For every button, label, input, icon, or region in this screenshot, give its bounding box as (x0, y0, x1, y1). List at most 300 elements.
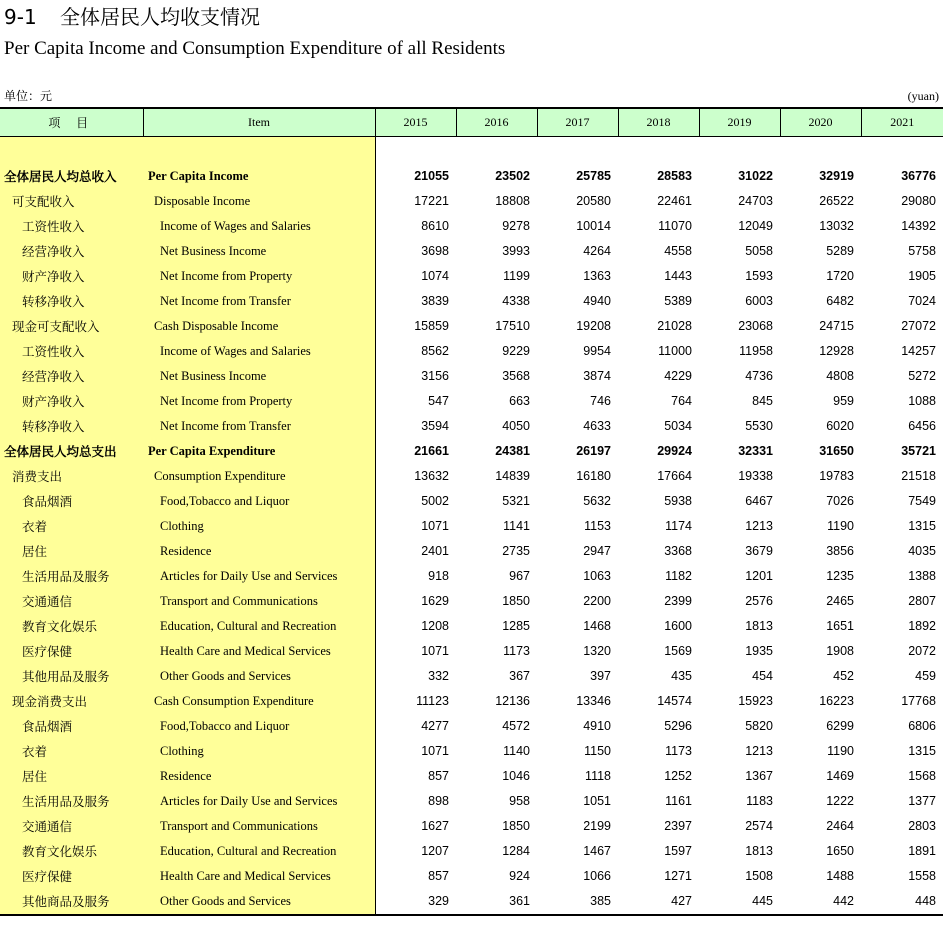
value-cell: 1891 (908, 844, 936, 858)
row-label-cn: 生活用品及服务 (0, 789, 143, 814)
value-cell: 5058 (745, 244, 773, 258)
value-cell: 445 (699, 889, 780, 915)
table-row (0, 264, 943, 289)
value-cell: 1650 (826, 844, 854, 858)
value-cell: 6299 (826, 719, 854, 733)
value-cell: 1074 (421, 269, 449, 283)
value-cell: 15923 (738, 694, 773, 708)
value-cell: 459 (915, 669, 936, 683)
table-row (0, 889, 943, 915)
value-cell: 14392 (901, 219, 936, 233)
row-label-cn: 可支配收入 (0, 189, 143, 214)
row-label-en: Food,Tobacco and Liquor (143, 714, 375, 739)
value-cell: 2465 (826, 594, 854, 608)
value-cell: 13032 (819, 219, 854, 233)
value-cell: 1629 (421, 594, 449, 608)
value-cell: 1150 (584, 744, 611, 758)
value-cell: 4035 (908, 544, 936, 558)
table-row (0, 614, 943, 639)
value-cell: 1600 (664, 619, 692, 633)
row-label-en: Transport and Communications (143, 589, 375, 614)
row-label-cn: 其他商品及服务 (0, 889, 143, 915)
value-cell: 1935 (745, 644, 773, 658)
row-label-cn: 教育文化娱乐 (0, 839, 143, 864)
row-label-cn: 经营净收入 (0, 239, 143, 264)
table-number: 9-1 (4, 5, 37, 29)
row-label-cn: 衣着 (0, 739, 143, 764)
row-label-cn: 居住 (0, 764, 143, 789)
value-cell: 329 (375, 889, 456, 915)
row-label-en: Clothing (143, 739, 375, 764)
value-cell: 6003 (745, 294, 773, 308)
value-cell: 24715 (819, 319, 854, 333)
table-row (0, 564, 943, 589)
value-cell: 11123 (416, 694, 449, 708)
value-cell: 9229 (502, 344, 530, 358)
value-cell: 29080 (901, 194, 936, 208)
value-cell: 24381 (495, 444, 530, 458)
value-cell: 11958 (739, 344, 773, 358)
value-cell: 1071 (421, 744, 449, 758)
value-cell: 6482 (826, 294, 854, 308)
value-cell: 1315 (908, 519, 936, 533)
value-cell: 4736 (745, 369, 773, 383)
value-cell: 1046 (502, 769, 530, 783)
value-cell: 1285 (502, 619, 530, 633)
value-cell: 12136 (495, 694, 530, 708)
value-cell: 4633 (583, 419, 611, 433)
value-cell: 5632 (583, 494, 611, 508)
table-row (0, 189, 943, 214)
table-title-cn-text: 全体居民人均收支情况 (60, 5, 260, 29)
value-cell: 857 (428, 769, 449, 783)
value-cell: 8562 (421, 344, 449, 358)
value-cell: 5034 (664, 419, 692, 433)
table-row (0, 639, 943, 664)
value-cell: 1222 (826, 794, 854, 808)
value-cell: 1201 (745, 569, 773, 583)
value-cell: 547 (428, 394, 449, 408)
row-label-en: Other Goods and Services (143, 664, 375, 689)
value-cell: 1443 (664, 269, 692, 283)
value-cell: 9278 (502, 219, 530, 233)
value-cell: 7549 (908, 494, 936, 508)
value-cell: 1568 (908, 769, 936, 783)
value-cell: 958 (509, 794, 530, 808)
value-cell: 2072 (908, 644, 936, 658)
row-label-cn: 衣着 (0, 514, 143, 539)
value-cell: 764 (671, 394, 692, 408)
table-row (0, 489, 943, 514)
value-cell: 959 (833, 394, 854, 408)
value-cell: 845 (752, 394, 773, 408)
value-cell: 5758 (908, 244, 936, 258)
table-row (0, 864, 943, 889)
value-cell: 3156 (421, 369, 449, 383)
row-label-cn: 经营净收入 (0, 364, 143, 389)
row-label-en: Health Care and Medical Services (143, 639, 375, 664)
value-cell: 4558 (664, 244, 692, 258)
value-cell: 4277 (421, 719, 449, 733)
value-cell: 663 (509, 394, 530, 408)
table-row (0, 439, 943, 464)
value-cell: 1271 (664, 869, 692, 883)
table-row (0, 214, 943, 239)
table-row (0, 789, 943, 814)
row-label-en: Articles for Daily Use and Services (143, 789, 375, 814)
value-cell: 17221 (414, 194, 449, 208)
row-label-en: Income of Wages and Salaries (143, 339, 375, 364)
value-cell: 9954 (583, 344, 611, 358)
value-cell: 454 (752, 669, 773, 683)
value-cell: 3594 (421, 419, 449, 433)
value-cell: 2397 (664, 819, 692, 833)
value-cell: 1850 (502, 819, 530, 833)
table-row (0, 664, 943, 689)
value-cell: 27072 (901, 319, 936, 333)
value-cell: 1207 (421, 844, 449, 858)
value-cell: 898 (428, 794, 449, 808)
value-cell: 16223 (819, 694, 854, 708)
value-cell: 4940 (583, 294, 611, 308)
value-cell: 35721 (901, 444, 936, 458)
value-cell: 31650 (819, 444, 854, 458)
value-cell: 1908 (826, 644, 854, 658)
row-label-en: Net Income from Transfer (143, 414, 375, 439)
value-cell: 5530 (745, 419, 773, 433)
value-cell: 1182 (665, 569, 692, 583)
row-label-en: Articles for Daily Use and Services (143, 564, 375, 589)
value-cell: 1469 (826, 769, 854, 783)
value-cell: 1071 (421, 519, 449, 533)
value-cell: 16180 (576, 469, 611, 483)
value-cell: 21518 (901, 469, 936, 483)
row-label-cn: 教育文化娱乐 (0, 614, 143, 639)
table-row (0, 414, 943, 439)
table-row (0, 464, 943, 489)
header-row (0, 108, 943, 137)
row-label-cn: 生活用品及服务 (0, 564, 143, 589)
value-cell: 1651 (826, 619, 854, 633)
value-cell: 1190 (827, 744, 854, 758)
value-cell: 1488 (826, 869, 854, 883)
row-label-en: Residence (143, 764, 375, 789)
row-label-cn: 食品烟酒 (0, 489, 143, 514)
table-row (0, 764, 943, 789)
table-row (0, 514, 943, 539)
value-cell: 1071 (421, 644, 449, 658)
value-cell: 20580 (576, 194, 611, 208)
row-label-en: Residence (143, 539, 375, 564)
row-label-en: Cash Disposable Income (143, 314, 375, 339)
row-label-en: Net Business Income (143, 239, 375, 264)
row-label-cn: 医疗保健 (0, 639, 143, 664)
row-label-en: Per Capita Income (143, 164, 375, 189)
header-year: 2021 (861, 108, 943, 137)
value-cell: 1367 (745, 769, 773, 783)
value-cell: 32331 (738, 444, 773, 458)
value-cell: 1558 (908, 869, 936, 883)
table-row (0, 239, 943, 264)
value-cell: 1208 (421, 619, 449, 633)
value-cell: 2399 (664, 594, 692, 608)
row-label-cn: 消费支出 (0, 464, 143, 489)
table-row (0, 314, 943, 339)
row-label-cn: 现金可支配收入 (0, 314, 143, 339)
value-cell: 1066 (583, 869, 611, 883)
table-row (0, 339, 943, 364)
value-cell: 5389 (664, 294, 692, 308)
value-cell: 1174 (665, 519, 692, 533)
value-cell: 918 (428, 569, 449, 583)
row-label-en: Food,Tobacco and Liquor (143, 489, 375, 514)
row-label-cn: 转移净收入 (0, 289, 143, 314)
value-cell: 442 (780, 889, 861, 915)
value-cell: 18808 (495, 194, 530, 208)
value-cell: 14574 (657, 694, 692, 708)
value-cell: 5321 (502, 494, 530, 508)
spacer-row (0, 137, 943, 165)
value-cell: 1183 (746, 794, 773, 808)
header-year: 2018 (618, 108, 699, 137)
value-cell: 7024 (908, 294, 936, 308)
value-cell: 6467 (745, 494, 773, 508)
value-cell: 5938 (664, 494, 692, 508)
value-cell: 385 (537, 889, 618, 915)
row-label-en: Cash Consumption Expenditure (143, 689, 375, 714)
table-row (0, 714, 943, 739)
value-cell: 1892 (908, 619, 936, 633)
value-cell: 13346 (576, 694, 611, 708)
value-cell: 5820 (745, 719, 773, 733)
value-cell: 924 (509, 869, 530, 883)
row-label-en: Net Business Income (143, 364, 375, 389)
row-label-en: Per Capita Expenditure (143, 439, 375, 464)
value-cell: 3856 (826, 544, 854, 558)
table-row (0, 739, 943, 764)
value-cell: 3368 (664, 544, 692, 558)
header-year: 2015 (375, 108, 456, 137)
value-cell: 29924 (657, 444, 692, 458)
value-cell: 1813 (745, 619, 773, 633)
value-cell: 1593 (745, 269, 773, 283)
value-cell: 3839 (421, 294, 449, 308)
value-cell: 452 (833, 669, 854, 683)
value-cell: 4910 (583, 719, 611, 733)
value-cell: 21028 (657, 319, 692, 333)
table-row (0, 389, 943, 414)
value-cell: 2947 (583, 544, 611, 558)
value-cell: 36776 (901, 169, 936, 183)
row-label-en: Transport and Communications (143, 814, 375, 839)
row-label-en: Health Care and Medical Services (143, 864, 375, 889)
value-cell: 1905 (908, 269, 936, 283)
row-label-en: Consumption Expenditure (143, 464, 375, 489)
row-label-en: Education, Cultural and Recreation (143, 839, 375, 864)
value-cell: 14257 (901, 344, 936, 358)
value-cell: 6456 (908, 419, 936, 433)
value-cell: 17510 (495, 319, 530, 333)
value-cell: 1173 (503, 644, 530, 658)
header-year: 2020 (780, 108, 861, 137)
value-cell: 3698 (421, 244, 449, 258)
value-cell: 367 (509, 669, 530, 683)
row-label-cn: 食品烟酒 (0, 714, 143, 739)
value-cell: 14839 (495, 469, 530, 483)
value-cell: 25785 (576, 169, 611, 183)
value-cell: 4264 (583, 244, 611, 258)
row-label-cn: 财产净收入 (0, 264, 143, 289)
value-cell: 19783 (819, 469, 854, 483)
value-cell: 1213 (745, 519, 773, 533)
value-cell: 1627 (421, 819, 449, 833)
value-cell: 1199 (503, 269, 530, 283)
row-label-en: Disposable Income (143, 189, 375, 214)
row-label-cn: 现金消费支出 (0, 689, 143, 714)
value-cell: 746 (590, 394, 611, 408)
value-cell: 19338 (738, 469, 773, 483)
value-cell: 4050 (502, 419, 530, 433)
value-cell: 1850 (502, 594, 530, 608)
value-cell: 361 (456, 889, 537, 915)
row-label-en: Net Income from Property (143, 389, 375, 414)
value-cell: 5002 (421, 494, 449, 508)
value-cell: 2200 (583, 594, 611, 608)
row-label-cn: 工资性收入 (0, 214, 143, 239)
value-cell: 4338 (502, 294, 530, 308)
value-cell: 1813 (745, 844, 773, 858)
row-label-en: Income of Wages and Salaries (143, 214, 375, 239)
row-label-cn: 全体居民人均总收入 (0, 164, 143, 189)
value-cell: 1467 (583, 844, 611, 858)
value-cell: 397 (590, 669, 611, 683)
row-label-cn: 交通通信 (0, 589, 143, 614)
value-cell: 2803 (908, 819, 936, 833)
row-label-en: Education, Cultural and Recreation (143, 614, 375, 639)
value-cell: 1315 (908, 744, 936, 758)
table-row (0, 589, 943, 614)
value-cell: 8610 (421, 219, 449, 233)
value-cell: 1235 (826, 569, 854, 583)
value-cell: 11070 (658, 219, 692, 233)
value-cell: 448 (861, 889, 943, 915)
value-cell: 1284 (502, 844, 530, 858)
unit-label-en: (yuan) (907, 89, 939, 103)
value-cell: 4229 (664, 369, 692, 383)
value-cell: 1173 (665, 744, 692, 758)
value-cell: 12928 (819, 344, 854, 358)
value-cell: 10014 (576, 219, 611, 233)
value-cell: 1141 (503, 519, 530, 533)
value-cell: 15859 (414, 319, 449, 333)
value-cell: 1569 (664, 644, 692, 658)
value-cell: 31022 (738, 169, 773, 183)
value-cell: 2574 (745, 819, 773, 833)
unit-label-cn: 单位：元 (4, 89, 53, 103)
table-row (0, 539, 943, 564)
value-cell: 23502 (495, 169, 530, 183)
value-cell: 435 (671, 669, 692, 683)
value-cell: 2199 (583, 819, 611, 833)
value-cell: 1720 (826, 269, 854, 283)
table-row (0, 164, 943, 189)
value-cell: 1468 (583, 619, 611, 633)
value-cell: 1161 (665, 794, 692, 808)
value-cell: 427 (618, 889, 699, 915)
table-row (0, 289, 943, 314)
row-label-cn: 财产净收入 (0, 389, 143, 414)
value-cell: 21055 (414, 169, 449, 183)
row-label-cn: 转移净收入 (0, 414, 143, 439)
value-cell: 5272 (908, 369, 936, 383)
row-label-en: Clothing (143, 514, 375, 539)
header-year: 2017 (537, 108, 618, 137)
value-cell: 1320 (583, 644, 611, 658)
value-cell: 6806 (908, 719, 936, 733)
header-year: 2019 (699, 108, 780, 137)
table-title-en: Per Capita Income and Consumption Expenditure of all Residents (4, 38, 506, 59)
value-cell: 5296 (664, 719, 692, 733)
value-cell: 12049 (738, 219, 773, 233)
row-label-en: Net Income from Transfer (143, 289, 375, 314)
header-item-cn: 项 目 (0, 108, 143, 137)
row-label-cn: 其他用品及服务 (0, 664, 143, 689)
value-cell: 3993 (502, 244, 530, 258)
table-row (0, 839, 943, 864)
value-cell: 1377 (908, 794, 936, 808)
value-cell: 1051 (583, 794, 611, 808)
value-cell: 24703 (738, 194, 773, 208)
table-body (0, 137, 943, 916)
value-cell: 1140 (503, 744, 530, 758)
header-item-en: Item (143, 108, 375, 137)
value-cell: 1118 (585, 769, 611, 783)
value-cell: 2401 (421, 544, 449, 558)
value-cell: 19208 (576, 319, 611, 333)
value-cell: 1088 (908, 394, 936, 408)
value-cell: 22461 (657, 194, 692, 208)
value-cell: 3874 (583, 369, 611, 383)
value-cell: 3568 (502, 369, 530, 383)
table-title-cn (4, 4, 260, 30)
row-label-en: Net Income from Property (143, 264, 375, 289)
value-cell: 1597 (664, 844, 692, 858)
value-cell: 6020 (826, 419, 854, 433)
value-cell: 23068 (738, 319, 773, 333)
table-row (0, 689, 943, 714)
table-row (0, 364, 943, 389)
value-cell: 332 (428, 669, 449, 683)
header-year: 2016 (456, 108, 537, 137)
value-cell: 4572 (502, 719, 530, 733)
value-cell: 1190 (827, 519, 854, 533)
value-cell: 1063 (583, 569, 611, 583)
row-label-en: Other Goods and Services (143, 889, 375, 915)
value-cell: 4808 (826, 369, 854, 383)
row-label-cn: 交通通信 (0, 814, 143, 839)
value-cell: 7026 (826, 494, 854, 508)
row-label-cn: 工资性收入 (0, 339, 143, 364)
value-cell: 967 (509, 569, 530, 583)
value-cell: 1153 (584, 519, 611, 533)
value-cell: 13632 (414, 469, 449, 483)
value-cell: 2807 (908, 594, 936, 608)
value-cell: 26197 (576, 444, 611, 458)
value-cell: 11000 (658, 344, 692, 358)
value-cell: 17664 (657, 469, 692, 483)
income-expenditure-table (0, 107, 943, 916)
row-label-cn: 居住 (0, 539, 143, 564)
